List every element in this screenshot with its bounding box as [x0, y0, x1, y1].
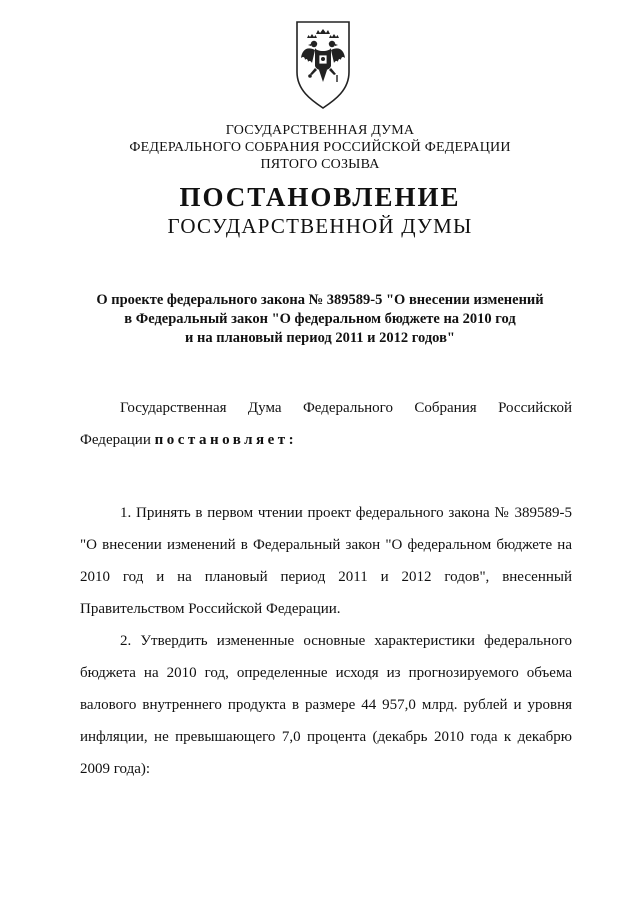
intro-paragraph [80, 392, 572, 456]
subject-line-1: О проекте федерального закона № 389589-5 "О внесении изменений [96, 292, 544, 308]
item-2-paragraph: 2. Утвердить измененные основные характеристики федерального бюджета на 2010 год, определенные исходя из прогнозируемого объема валового внутреннего продукта в размере 44 957,0 млрд. рублей и уровня инфляции, не превышающего 7,0 процента (декабрь 2010 года к декабрю 2009 года): [80, 633, 572, 777]
header-line-2: ФЕДЕРАЛЬНОГО СОБРАНИЯ РОССИЙСКОЙ ФЕДЕРАЦИИ [129, 140, 511, 155]
intro-text: Государственная Дума Федерального Собрания Российской Федерации [80, 400, 572, 448]
institution-header [0, 122, 640, 173]
subject-line-2: в Федеральный закон "О федеральном бюджете на 2010 год [124, 311, 516, 327]
header-line-3: ПЯТОГО СОЗЫВА [260, 157, 380, 172]
header-line-1: ГОСУДАРСТВЕННАЯ ДУМА [225, 123, 415, 138]
subject-line-3: и на плановый период 2011 и 2012 годов" [185, 330, 455, 346]
document-type-title: ПОСТАНОВЛЕНИЕ [179, 182, 461, 212]
document-issuer-title: ГОСУДАРСТВЕННОЙ ДУМЫ [167, 214, 473, 238]
intro-decree-word: постановляет: [154, 432, 298, 448]
coat-of-arms-emblem [293, 20, 353, 110]
item-1-paragraph: 1. Принять в первом чтении проект федерального закона № 389589-5 "О внесении изменений в Федеральный закон "О федеральном бюджете на 2010 год и на плановый период 2011 и 2012 годов", внесенный Правительством Российской Федерации. [80, 505, 572, 617]
resolution-subject [0, 291, 640, 348]
